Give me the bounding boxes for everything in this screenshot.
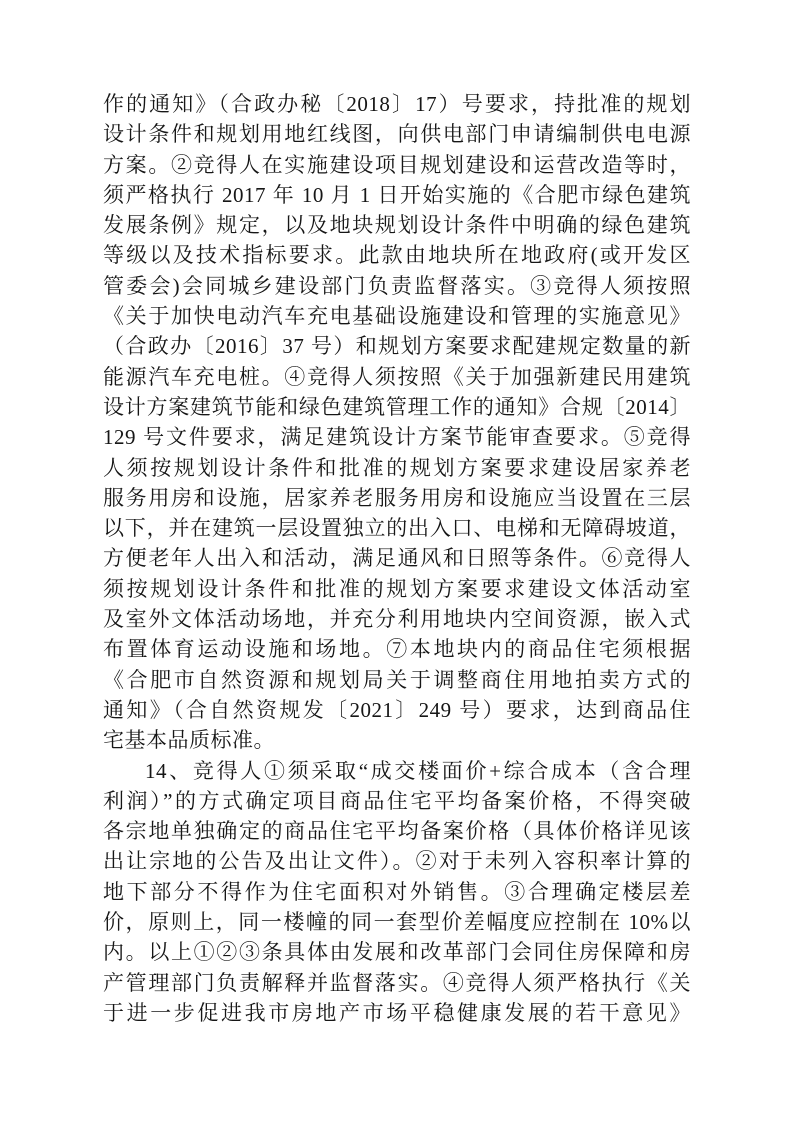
text-line: 宅基本品质标准。: [103, 728, 275, 753]
text-line: 内。以上①②③条具体由发展和改革部门会同住房保障和房: [103, 940, 691, 965]
text-line: 各宗地单独确定的商品住宅平均备案价格（具体价格详见该: [103, 819, 691, 844]
text-line: 服务用房和设施，居家养老服务用房和设施应当设置在三层: [103, 485, 691, 510]
text-line: 等级以及技术指标要求。此款由地块所在地政府(或开发区: [103, 243, 691, 268]
text-line: 管委会)会同城乡建设部门负责监督落实。③竞得人须按照: [103, 273, 691, 298]
text-line: 布置体育运动设施和场地。⑦本地块内的商品住宅须根据: [103, 637, 691, 662]
text-line: 产管理部门负责解释并监督落实。④竞得人须严格执行《关: [103, 970, 691, 995]
text-line: 于进一步促进我市房地产市场平稳健康发展的若干意见》: [103, 1000, 691, 1025]
text-line: 须严格执行 2017 年 10 月 1 日开始实施的《合肥市绿色建筑: [103, 182, 691, 207]
text-line: 利润）”的方式确定项目商品住宅平均备案价格，不得突破: [103, 788, 691, 813]
text-line: 地下部分不得作为住宅面积对外销售。③合理确定楼层差: [103, 879, 691, 904]
text-line: 以下，并在建筑一层设置独立的出入口、电梯和无障碍坡道，: [103, 516, 691, 541]
text-line: 通知》（合自然资规发〔2021〕249 号）要求，达到商品住: [103, 697, 691, 722]
text-line: 价，原则上，同一楼幢的同一套型价差幅度应控制在 10%以: [103, 910, 691, 935]
text-line: 方案。②竞得人在实施建设项目规划建设和运营改造等时，: [103, 152, 691, 177]
text-line: 《合肥市自然资源和规划局关于调整商住用地拍卖方式的: [103, 667, 691, 692]
text-line: 设计条件和规划用地红线图，向供电部门申请编制供电电源: [103, 122, 691, 147]
text-line: 方便老年人出入和活动，满足通风和日照等条件。⑥竞得人: [103, 546, 691, 571]
text-line: 发展条例》规定，以及地块规划设计条件中明确的绿色建筑: [103, 213, 691, 238]
text-line: 须按规划设计条件和批准的规划方案要求建设文体活动室: [103, 576, 691, 601]
text-line: 及室外文体活动场地，并充分利用地块内空间资源，嵌入式: [103, 607, 691, 632]
text-line: 出让宗地的公告及出让文件）。②对于未列入容积率计算的: [103, 849, 691, 874]
text-line: 129 号文件要求，满足建筑设计方案节能审查要求。⑤竞得: [103, 425, 691, 450]
text-line: （合政办〔2016〕37 号）和规划方案要求配建规定数量的新: [103, 334, 691, 359]
text-line: 能源汽车充电桩。④竞得人须按照《关于加强新建民用建筑: [103, 364, 691, 389]
text-line: 人须按规划设计条件和批准的规划方案要求建设居家养老: [103, 455, 691, 480]
text-line: 设计方案建筑节能和绿色建筑管理工作的通知》合规〔2014〕: [103, 394, 691, 419]
text-line: 《关于加快电动汽车充电基础设施建设和管理的实施意见》: [103, 304, 691, 329]
text-line: 作的通知》（合政办秘〔2018〕17）号要求，持批准的规划: [103, 92, 691, 116]
text-line: 14、竞得人①须采取“成交楼面价+综合成本（含合理: [145, 758, 691, 783]
document-body: [103, 89, 691, 1028]
